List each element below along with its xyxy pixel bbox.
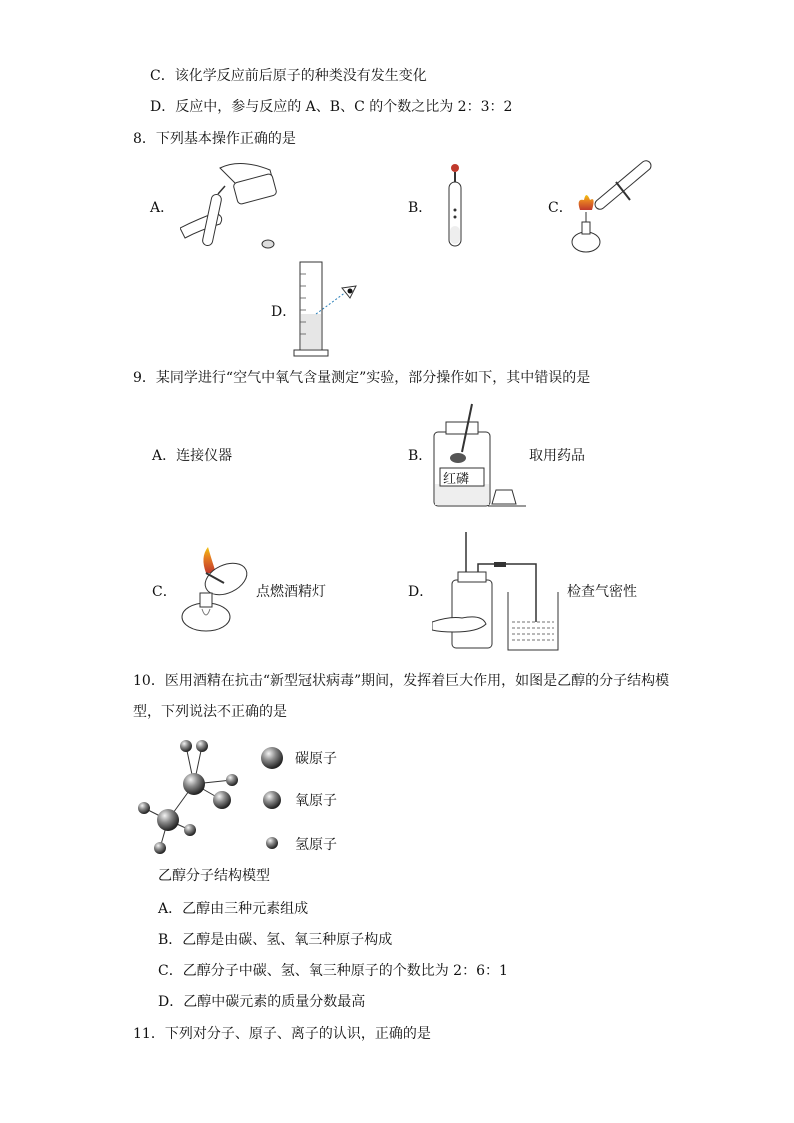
q8-label-d: D． [271, 304, 297, 320]
heating-test-tube-figure [568, 160, 668, 260]
q9-caption-d: 检查气密性 [567, 584, 637, 600]
q8-label-c: C． [548, 200, 573, 216]
q10-stem-line1: 10．医用酒精在抗击“新型冠状病毒”期间，发挥着巨大作用，如图是乙醇的分子结构模 [133, 673, 670, 689]
ethanol-molecule-model [132, 738, 242, 854]
q10-option-a: A．乙醇由三种元素组成 [158, 901, 309, 917]
q10-option-b: B．乙醇是由碳、氢、氧三种原子构成 [158, 932, 393, 948]
q11-stem: 11．下列对分子、原子、离子的认识，正确的是 [133, 1026, 431, 1042]
atom-legend-icons [258, 744, 288, 854]
molecule-caption: 乙醇分子结构模型 [158, 868, 270, 884]
q8-label-a: A． [150, 200, 175, 216]
q8-stem: 8．下列基本操作正确的是 [133, 131, 296, 147]
q9-stem: 9．某同学进行“空气中氧气含量测定”实验，部分操作如下，其中错误的是 [133, 370, 591, 386]
q7-option-d: D．反应中，参与反应的 A、B、C 的个数之比为 2：3：2 [150, 99, 513, 115]
q9-label-d: D． [408, 584, 434, 600]
q10-option-c: C．乙醇分子中碳、氢、氧三种原子的个数比为 2：6：1 [158, 963, 508, 979]
legend-hydrogen: 氢原子 [295, 837, 337, 853]
pouring-liquid-figure [180, 158, 290, 253]
hydrogen-legend-icon [266, 837, 278, 849]
legend-carbon: 碳原子 [295, 751, 337, 767]
q9-option-a: A．连接仪器 [152, 448, 233, 464]
q10-stem-line2: 型，下列说法不正确的是 [133, 704, 287, 720]
hydrogen-atom [138, 802, 150, 814]
q9-caption-c: 点燃酒精灯 [256, 584, 326, 600]
bottle-label-text: 红磷 [443, 472, 470, 487]
hydrogen-atom [184, 824, 196, 836]
oxygen-atom [213, 791, 231, 809]
hydrogen-atom [154, 842, 166, 854]
q7-option-c: C．该化学反应前后原子的种类没有发生变化 [150, 68, 427, 84]
q9-caption-b: 取用药品 [529, 448, 585, 464]
q9-label-c: C． [152, 584, 177, 600]
airtightness-check-figure [432, 532, 566, 654]
oxygen-legend-icon [263, 791, 281, 809]
reagent-bottle-figure [432, 402, 528, 512]
legend-oxygen: 氧原子 [295, 793, 337, 809]
q8-label-b: B． [408, 200, 433, 216]
dropper-test-tube-figure [440, 160, 470, 250]
carbon-atom [157, 809, 179, 831]
hydrogen-atom [226, 774, 238, 786]
q10-option-d: D．乙醇中碳元素的质量分数最高 [158, 994, 366, 1010]
measuring-cylinder-figure [292, 258, 362, 360]
carbon-atom [183, 773, 205, 795]
carbon-legend-icon [261, 747, 283, 769]
q9-label-b: B． [408, 448, 433, 464]
hydrogen-atom [180, 740, 192, 752]
hydrogen-atom [196, 740, 208, 752]
lighting-alcohol-lamp-figure [176, 545, 256, 635]
